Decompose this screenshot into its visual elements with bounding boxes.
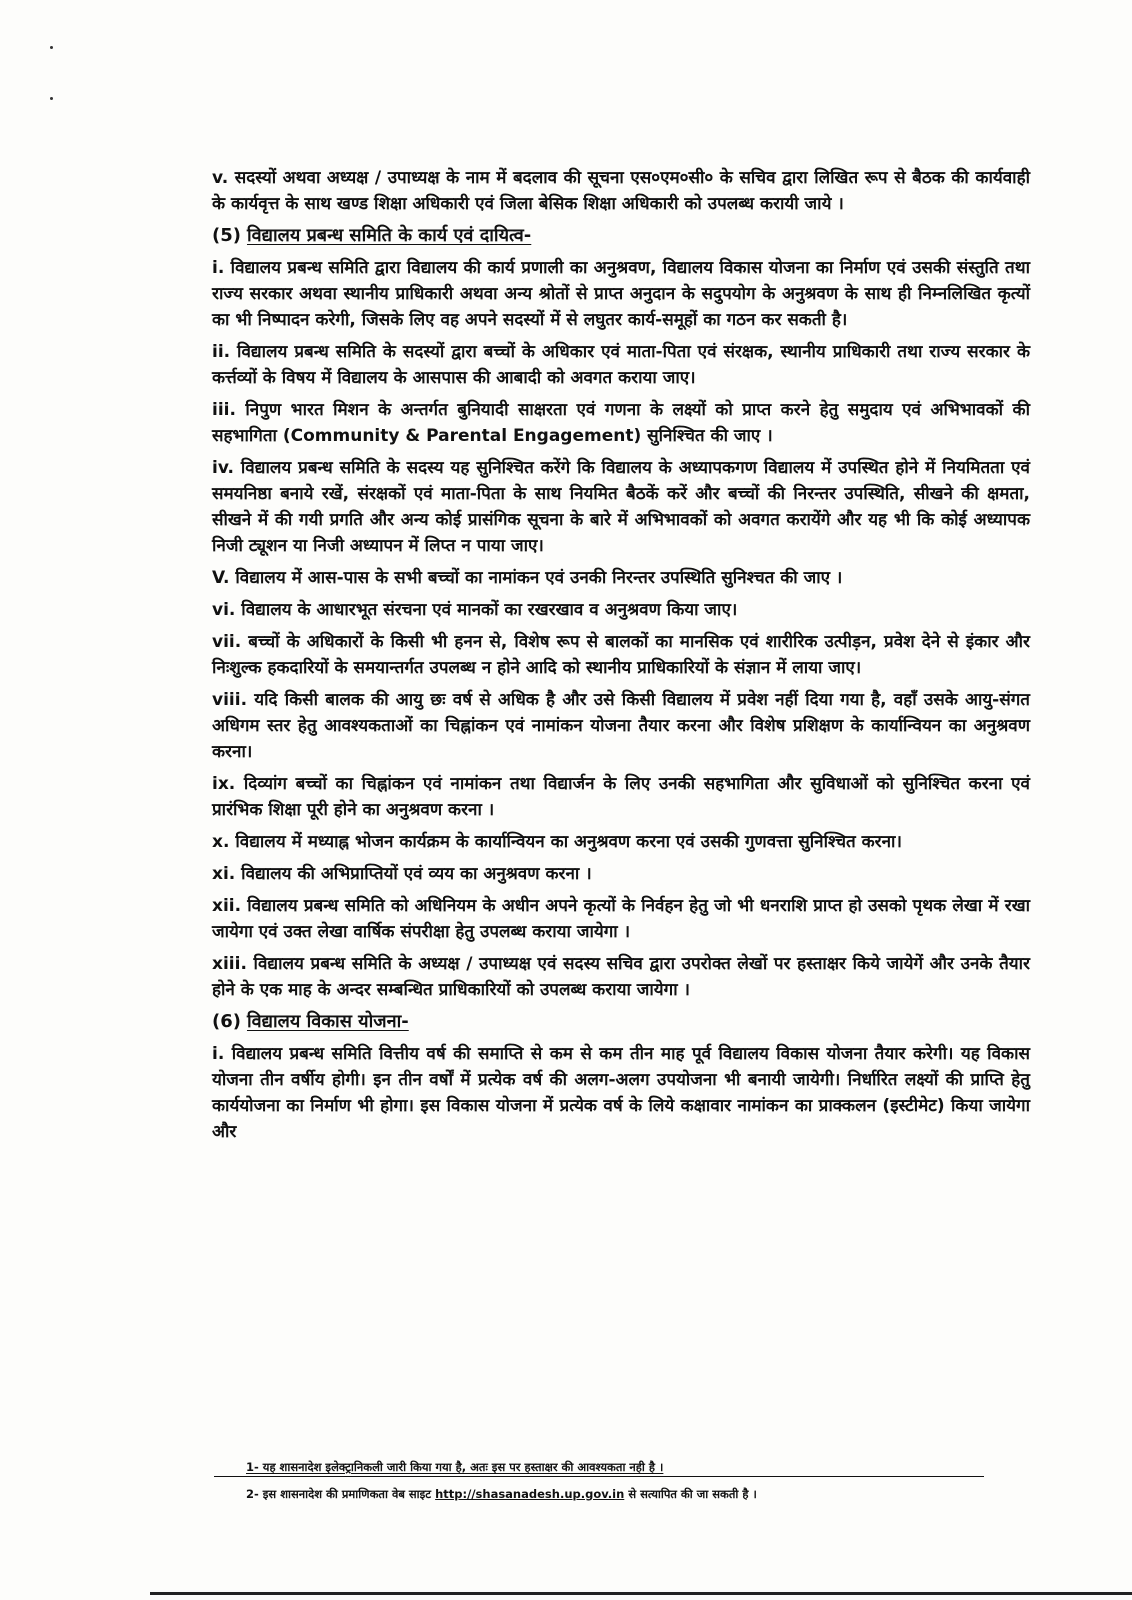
section-5-item-xiii: xiii. विद्यालय प्रबन्ध समिति के अध्यक्ष / उपाध्यक्ष एवं सदस्य सचिव द्वारा उपरोक्त लेखों पर हस्ताक्षर किये जायेगें और उनके तैयार होने के एक माह के अन्दर सम्बन्धित प्राधिकारियों को उपलब्ध कराया जायेगा ।: [212, 954, 1030, 1000]
section-5-item-x: x. विद्यालय में मध्याह्न भोजन कार्यक्रम के कार्यान्वियन का अनुश्रवण करना एवं उसकी गुणवत्ता सुनिश्चित करना।: [212, 832, 902, 852]
scan-speck: [50, 97, 53, 100]
footnote-2-link[interactable]: http://shasanadesh.up.gov.in: [435, 1487, 625, 1501]
footnote-2: [214, 1487, 984, 1502]
section-5-item-ii: ii. विद्यालय प्रबन्ध समिति के सदस्यों द्वारा बच्चों के अधिकार एवं माता-पिता एवं संरक्षक, स्थानीय प्राधिकारी तथा राज्य सरकार के कर्त्तव्यों के विषय में विद्यालय के आसपास की आबादी को अवगत कराया जाए।: [212, 342, 1030, 388]
paragraph-v-intro: v. सदस्यों अथवा अध्यक्ष / उपाध्यक्ष के नाम में बदलाव की सूचना एस०एम०सी० के सचिव द्वारा लिखित रूप से बैठक की कार्यवाही के कार्यवृत्त के साथ खण्ड शिक्षा अधिकारी एवं जिला बेसिक शिक्षा अधिकारी को उपलब्ध करायी जाये ।: [212, 168, 1030, 214]
section-6-title: विद्यालय विकास योजना-: [246, 1011, 409, 1032]
section-6-number: (6): [212, 1011, 241, 1032]
section-5-item-iii: iii. निपुण भारत मिशन के अन्तर्गत बुनियादी साक्षरता एवं गणना के लक्ष्यों को प्राप्त करने हेतु समुदाय एवं अभिभावकों की सहभागिता (Community & Parental Engagement) सुनिश्चित की जाए ।: [212, 400, 1030, 446]
footnote-2-suffix: से सत्यापित की जा सकती है ।: [628, 1487, 757, 1501]
section-5-number: (5): [212, 225, 241, 246]
section-5-item-vi: vi. विद्यालय के आधारभूत संरचना एवं मानकों का रखरखाव व अनुश्रवण किया जाए।: [212, 600, 738, 620]
section-6-item-i: i. विद्यालय प्रबन्ध समिति वित्तीय वर्ष की समाप्ति से कम से कम तीन माह पूर्व विद्यालय विकास योजना तैयार करेगी। यह विकास योजना तीन वर्षीय होगी। इन तीन वर्षों में प्रत्येक वर्ष की अलग-अलग उपयोजना भी बनायी जायेगी। निर्धारित लक्ष्यों की प्राप्ति हेतु कार्ययोजना का निर्माण भी होगा। इस विकास योजना में प्रत्येक वर्ष के लिये कक्षावार नामांकन का प्राक्कलन (इस्टीमेट) किया जायेगा और: [212, 1044, 1030, 1142]
section-5-item-xi: xi. विद्यालय की अभिप्राप्तियों एवं व्यय का अनुश्रवण करना ।: [212, 864, 592, 884]
section-5-item-xii: xii. विद्यालय प्रबन्ध समिति को अधिनियम के अधीन अपने कृत्यों के निर्वहन हेतु जो भी धनराशि प्राप्त हो उसको पृथक लेखा में रखा जायेगा एवं उक्त लेखा वार्षिक संपरीक्षा हेतु उपलब्ध कराया जायेगा ।: [212, 896, 1030, 942]
document-body: [212, 165, 1030, 1151]
scan-speck: [50, 46, 53, 49]
footnotes: [214, 1460, 984, 1502]
scan-bottom-edge: [150, 1592, 1132, 1595]
section-5-item-ix: ix. दिव्यांग बच्चों का चिह्नांकन एवं नामांकन तथा विद्यार्जन के लिए उनकी सहभागिता और सुविधाओं को सुनिश्चित करना एवं प्रारंभिक शिक्षा पूरी होने का अनुश्रवण करना ।: [212, 774, 1030, 820]
section-5-item-iv: iv. विद्यालय प्रबन्ध समिति के सदस्य यह सुनिश्चित करेंगे कि विद्यालय के अध्यापकगण विद्यालय में उपस्थित होने में नियमितता एवं समयनिष्ठा बनाये रखें, संरक्षकों एवं माता-पिता के साथ नियमित बैठकें करें और बच्चों की निरन्तर उपस्थिति, सीखने की क्षमता, सीखने में की गयी प्रगति और अन्य कोई प्रासंगिक सूचना के बारे में अभिभावकों को अवगत करायेंगे और यह भी कि कोई अध्यापक निजी ट्यूशन या निजी अध्यापन में लिप्त न पाया जाए।: [212, 458, 1030, 556]
section-5-item-vii: vii. बच्चों के अधिकारों के किसी भी हनन से, विशेष रूप से बालकों का मानसिक एवं शारीरिक उत्पीड़न, प्रवेश देने से इंकार और निःशुल्क हकदारियों के समयान्तर्गत उपलब्ध न होने आदि को स्थानीय प्राधिकारियों के संज्ञान में लाया जाए।: [212, 632, 1030, 678]
section-5-item-v: V. विद्यालय में आस-पास के सभी बच्चों का नामांकन एवं उनकी निरन्तर उपस्थिति सुनिश्चत की जाए ।: [212, 568, 843, 588]
footnote-1: 1- यह शासनादेश इलेक्ट्रानिकली जारी किया गया है, अतः इस पर हस्ताक्षर की आवश्यकता नही है ।: [214, 1460, 984, 1477]
section-5-title: विद्यालय प्रबन्ध समिति के कार्य एवं दायित्व-: [246, 225, 532, 246]
section-5-heading: [212, 223, 1030, 249]
section-5-item-viii: viii. यदि किसी बालक की आयु छः वर्ष से अधिक है और उसे किसी विद्यालय में प्रवेश नहीं दिया गया है, वहाँ उसके आयु-संगत अधिगम स्तर हेतु आवश्यकताओं का चिह्नांकन एवं नामांकन योजना तैयार करना और विशेष प्रशिक्षण के कार्यान्वियन का अनुश्रवण करना।: [212, 690, 1030, 762]
footnote-2-prefix: 2- इस शासनादेश की प्रमाणिकता वेब साइट: [246, 1487, 432, 1501]
section-5-item-i: i. विद्यालय प्रबन्ध समिति द्वारा विद्यालय की कार्य प्रणाली का अनुश्रवण, विद्यालय विकास योजना का निर्माण एवं उसकी संस्तुति तथा राज्य सरकार अथवा स्थानीय प्राधिकारी अथवा अन्य श्रोतों से प्राप्त अनुदान के सदुपयोग के अनुश्रवण के साथ ही निम्नलिखित कृत्यों का भी निष्पादन करेगी, जिसके लिए वह अपने सदस्यों में से लघुतर कार्य-समूहों का गठन कर सकती है।: [212, 258, 1030, 330]
section-6-heading: [212, 1009, 1030, 1035]
